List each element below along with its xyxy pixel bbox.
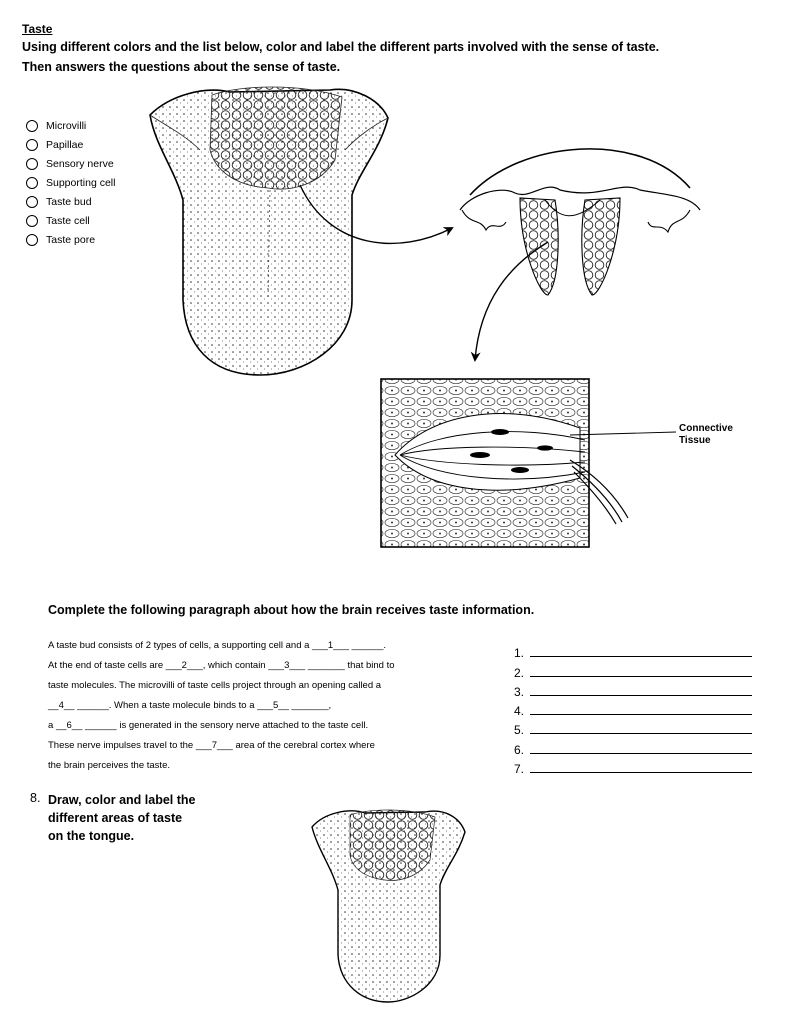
fill-blank[interactable]: _______ [291,700,329,711]
paragraph-line [48,716,395,736]
answer-number: 4. [514,704,525,719]
parts-item-label: Sensory nerve [46,157,114,170]
fill-blank[interactable]: ______ [85,720,117,731]
question-8-line3: on the tongue. [48,829,135,843]
paragraph-line [48,756,395,776]
paragraph-text: A taste bud consists of 2 types of cells, a supporting cell and a [48,640,313,651]
answer-blank-line[interactable] [530,714,752,715]
paragraph-line [48,736,395,756]
tongue-illustration [150,87,388,375]
paragraph-heading: Complete the following paragraph about how the brain receives taste information. [48,603,535,617]
question-8-prompt [48,791,196,845]
fill-in-paragraph [48,636,395,776]
question-8-line1: Draw, color and label the [48,793,196,807]
fill-blank[interactable]: __6__ [55,720,83,731]
fill-blank[interactable]: _______ [307,660,345,671]
answer-number: 1. [514,646,525,661]
papilla-illustration [460,149,700,295]
answer-number: 6. [514,742,525,757]
paragraph-text: These nerve impulses travel to the [48,740,196,751]
fill-blank[interactable]: ___1___ [312,640,350,651]
paragraph-text: taste molecules. The microvilli of taste cells project through an opening called a [48,680,382,691]
answer-row[interactable] [514,641,752,660]
answer-blank-line[interactable] [530,772,752,773]
question-8-number: 8. [30,791,41,805]
answer-number: 7. [514,762,525,777]
paragraph-text: that bind to [344,660,395,671]
instruction-line-1: Using different colors and the list below, color and label the different parts involved with the sense of taste. [22,40,660,54]
paragraph-text: . [383,640,387,651]
fill-blank[interactable]: ______ [351,640,384,651]
fill-blank[interactable]: ___7___ [195,740,233,751]
answer-row[interactable] [514,718,752,737]
paragraph-text: area of the cerebral cortex where [232,740,375,751]
paragraph-text: . When a taste molecule binds to a [108,700,258,711]
answer-blank-line[interactable] [530,656,752,657]
paragraph-text: is generated in the sensory nerve attached to the taste cell. [116,720,369,731]
parts-item-label: Papillae [46,138,84,151]
fill-blank[interactable]: ___2___ [165,660,203,671]
answer-row[interactable] [514,680,752,699]
parts-item-label: Microvilli [46,119,87,132]
taste-bud-illustration [381,379,676,547]
paragraph-line [48,696,395,716]
answer-blank-line[interactable] [530,695,752,696]
connective-label-line1: Connective [679,423,733,434]
answer-blank-line[interactable] [530,733,752,734]
fill-blank[interactable]: ___3___ [268,660,306,671]
parts-item-label: Taste bud [46,195,92,208]
answer-blank-line[interactable] [530,753,752,754]
answer-row[interactable] [514,660,752,679]
answer-row[interactable] [514,757,752,776]
connective-label-line2: Tissue [679,435,711,446]
answer-row[interactable] [514,737,752,756]
page-title: Taste [22,22,53,36]
paragraph-text: , which contain [202,660,269,671]
instruction-line-2: Then answers the questions about the sense of taste. [22,60,341,74]
paragraph-text: a [48,720,56,731]
small-tongue-illustration [312,810,465,1002]
paragraph-text: At the end of taste cells are [48,660,166,671]
paragraph-text: , [328,700,332,711]
parts-item-label: Taste cell [46,214,90,227]
answer-lines [514,641,752,776]
parts-item-label: Supporting cell [46,176,116,189]
paragraph-line [48,656,395,676]
paragraph-line [48,636,395,656]
fill-blank[interactable]: ______ [77,700,109,711]
answer-number: 3. [514,684,525,699]
connective-tissue-label [679,423,733,447]
question-8-line2: different areas of taste [48,811,183,825]
answer-number: 5. [514,723,525,738]
answer-number: 2. [514,665,525,680]
answer-row[interactable] [514,699,752,718]
paragraph-text: the brain perceives the taste. [48,760,170,771]
fill-blank[interactable]: ___5__ [257,700,289,711]
parts-item-label: Taste pore [46,233,96,246]
fill-blank[interactable]: __4__ [48,700,75,711]
paragraph-line [48,676,395,696]
answer-blank-line[interactable] [530,676,752,677]
